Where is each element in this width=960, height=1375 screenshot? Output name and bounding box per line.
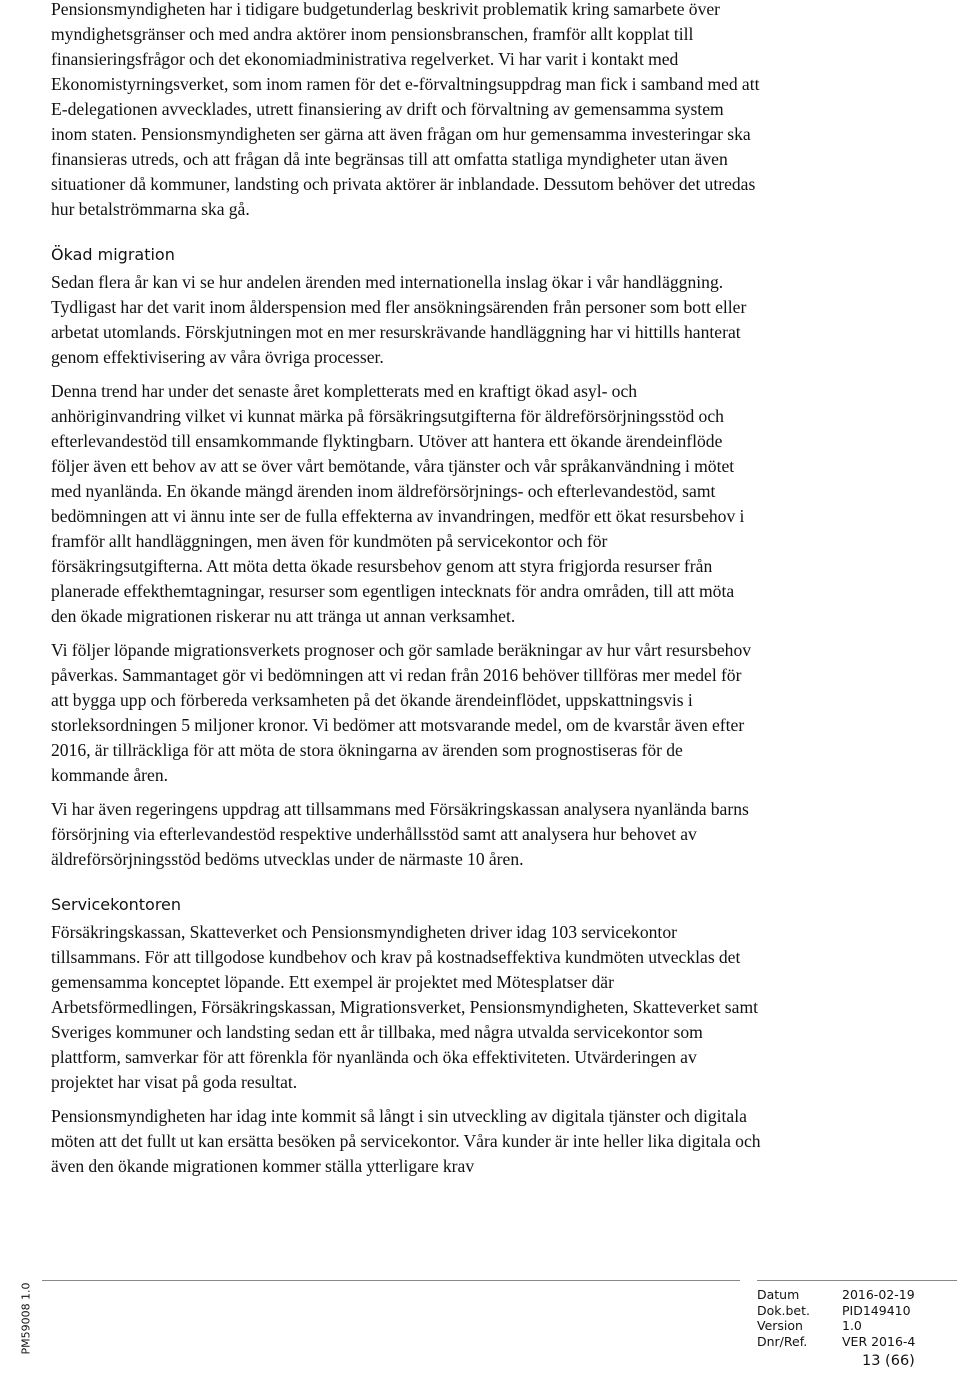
meta-row-version: [757, 1318, 915, 1334]
meta-row-dokbet: [757, 1303, 915, 1319]
footer-divider: [42, 1280, 740, 1281]
paragraph: Sedan flera år kan vi se hur andelen ärenden med internationella inslag ökar i vår handläggning. Tydligast har det varit inom ålderspension med fler ansökningsärenden från personer som bott eller arbetat utomlands. Förskjutningen mot en mer resurskrävande handläggning har vi hittills hanterat genom effektivisering av våra övriga processer.: [51, 272, 747, 367]
page-number: 13 (66): [862, 1353, 915, 1369]
meta-row-datum: [757, 1287, 915, 1303]
meta-row-dnr: [757, 1334, 915, 1350]
document-body: [51, 0, 761, 1179]
meta-label: Version: [757, 1318, 803, 1333]
paragraph: Vi har även regeringens uppdrag att tillsammans med Försäkringskassan analysera nyanlända barns försörjning via efterlevandestöd respektive underhållsstöd samt att analysera hur behovet av äldreförsörjningsstöd bedöms utvecklas under de närmaste 10 åren.: [51, 799, 749, 869]
paragraph: Denna trend har under det senaste året kompletterats med en kraftigt ökad asyl- och anhöriginvandring vilket vi kunnat märka på försäkringsutgifterna för äldreförsörjningsstöd och efterlevandestöd till ensamkommande flyktingbarn. Utöver att hantera ett ökande ärendeinflöde följer även ett behov av att se över vårt bemötande, våra tjänster och vår språkanvändning i mötet med nyanlända. En ökande mängd ärenden inom äldreförsörjnings- och efterlevandestöd, samt bedömningen att vi ännu inte ser de fulla effekterna av invandringen, medför ett ökat resursbehov i framför allt handläggningen, men även för kundmöten på servicekontor och för försäkringsutgifterna. Att möta detta ökade resursbehov genom att styra frigjorda resurser från planerade effekthemtagningar, resurser som egentligen intecknats för andra områden, till att möta den ökade migrationen riskerar nu att tränga ut annan verksamhet.: [51, 381, 745, 626]
footer-divider: [757, 1280, 957, 1281]
paragraph: Försäkringskassan, Skatteverket och Pensionsmyndigheten driver idag 103 servicekontor tillsammans. För att tillgodose kundbehov och krav på kostnadseffektiva kundmöten utvecklas det gemensamma konceptet löpande. Ett exempel är projektet med Mötesplatser där Arbetsförmedlingen, Försäkringskassan, Migrationsverket, Pensionsmyndigheten, Skatteverket samt Sveriges kommuner och landsting sedan ett år tillbaka, med några utvalda servicekontor som plattform, samverkar för att förenkla för nyanlända och öka effektiviteten. Utvärderingen av projektet har visat på goda resultat.: [51, 922, 759, 1092]
meta-label: Datum: [757, 1287, 800, 1302]
meta-value: PID149410: [842, 1302, 911, 1318]
paragraph: Vi följer löpande migrationsverkets prognoser och gör samlade beräkningar av hur vårt resursbehov påverkas. Sammantaget gör vi bedömningen att vi redan från 2016 behöver tillföras mer medel för att bygga upp och förbereda verksamheten på det ökande ärendeinflödet, uppskattningsvis i storleksordningen 5 miljoner kronor. Vi bedömer att motsvarande medel, om de kvarstår även efter 2016, är tillräckliga för att möta de stora ökningarna av ärenden som prognostiseras för de kommande åren.: [51, 640, 752, 785]
paragraph: Pensionsmyndigheten har i tidigare budgetunderlag beskrivit problematik kring samarbete över myndighetsgränser och med andra aktörer inom pensionsbranschen, framför allt kopplat till finansieringsfrågor och det ekonomiadministrativa regelverket. Vi har varit i kontakt med Ekonomistyrningsverket, som inom ramen för det e-förvaltningsuppdrag man fick i samband med att E-delegationen avvecklades, utrett finansiering av drift och förvaltning av gemensamma system inom staten. Pensionsmyndigheten ser gärna att även frågan om hur gemensamma investeringar ska finansieras utreds, och att frågan då inte begränsas till att omfatta statliga myndigheter utan även situationer då kommuner, landsting och privata aktörer är inblandade. Dessutom behöver det utredas hur betalströmmarna ska gå.: [51, 0, 760, 219]
meta-label: Dnr/Ref.: [757, 1333, 808, 1349]
section-heading-migration: Ökad migration: [51, 245, 175, 264]
paragraph: Pensionsmyndigheten har idag inte kommit så långt i sin utveckling av digitala tjänster och digitala möten att det fullt ut kan ersätta besöken på servicekontor. Våra kunder är inte heller lika digitala och även den ökande migrationen kommer ställa ytterligare krav: [51, 1106, 761, 1176]
meta-value: VER 2016-4: [842, 1333, 916, 1349]
meta-value: 1.0: [842, 1318, 862, 1333]
meta-value: 2016-02-19: [842, 1287, 915, 1302]
document-metadata: [757, 1287, 915, 1349]
document-template-code: PM59008 1.0: [19, 1282, 33, 1355]
section-heading-servicekontoren: Servicekontoren: [51, 895, 182, 914]
meta-label: Dok.bet.: [757, 1302, 810, 1318]
